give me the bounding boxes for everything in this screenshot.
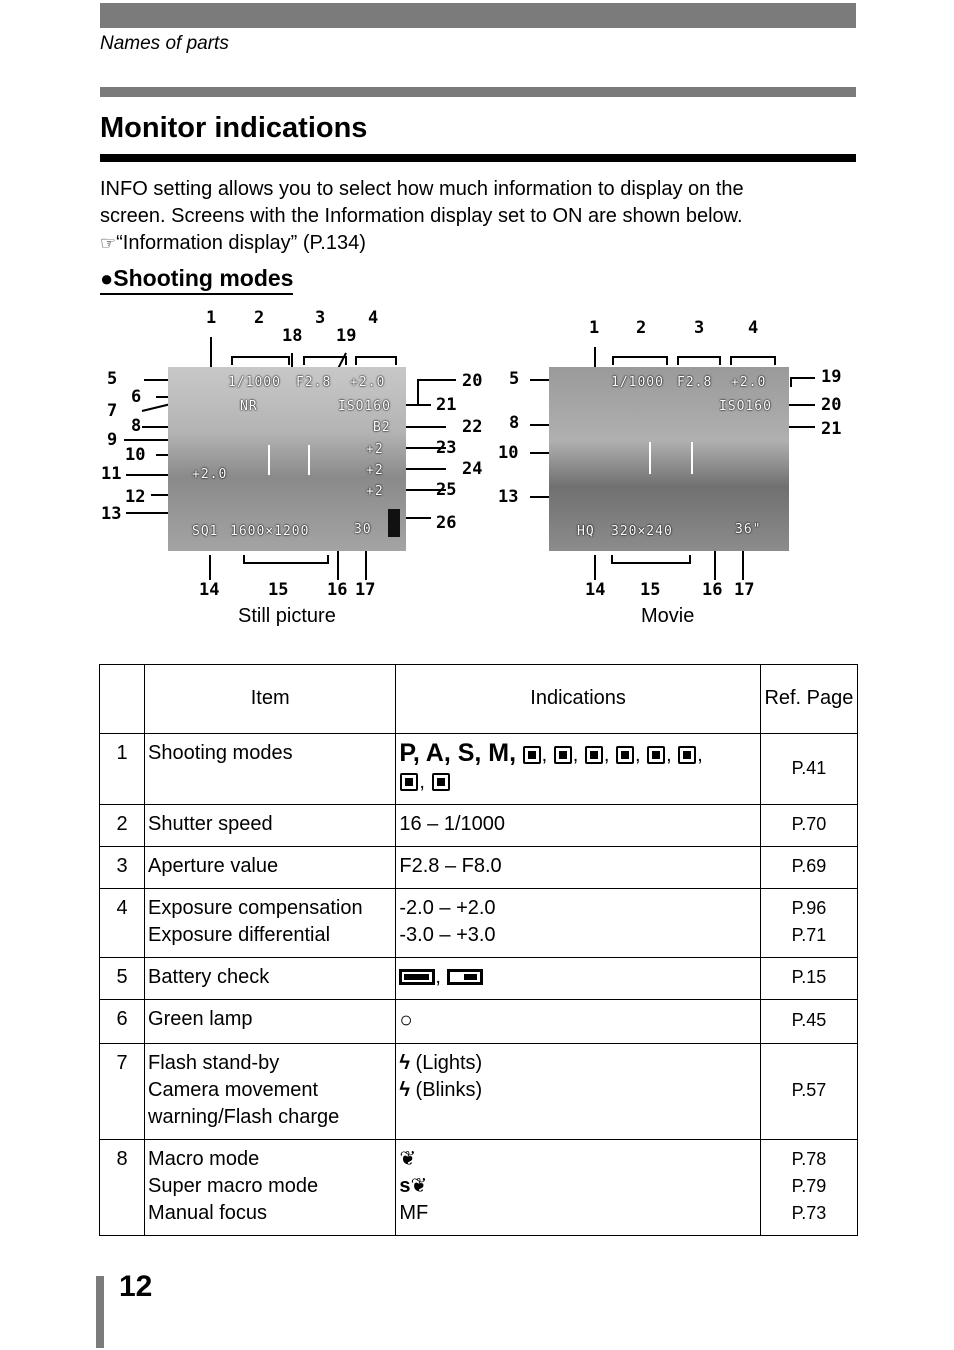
row-number: 1 — [100, 734, 145, 805]
landscape-portrait-mode-icon — [647, 746, 665, 764]
callout-10: 10 — [125, 445, 146, 465]
row-indications — [396, 1140, 760, 1236]
row-number: 2 — [100, 805, 145, 847]
movie-af-target — [649, 442, 693, 474]
movie-callout-20: 20 — [821, 395, 842, 415]
row-ref: P.45 — [760, 1000, 857, 1044]
movie-callout-15: 15 — [640, 580, 661, 600]
callout-25: 25 — [436, 480, 457, 500]
top-bar — [100, 3, 856, 28]
movie-callout-1: 1 — [589, 318, 600, 338]
table-row — [100, 1140, 858, 1236]
subheading — [100, 265, 293, 295]
table-row — [100, 1000, 858, 1044]
callout-22: 22 — [462, 417, 483, 437]
callout-1: 1 — [206, 308, 217, 328]
row-ind-line: -2.0 – +2.0 — [399, 897, 496, 919]
movie-callout-5: 5 — [509, 369, 520, 389]
movie-callout-8: 8 — [509, 413, 520, 433]
green-lamp-icon: ○ — [399, 1007, 413, 1032]
callout-7: 7 — [107, 401, 118, 421]
row-indications: P, A, S, M, , , , , , , , — [396, 734, 760, 805]
table-row — [100, 734, 858, 805]
osd-shutter: 1/1000 — [228, 375, 281, 390]
osd-size: 1600×1200 — [230, 524, 310, 539]
table-row — [100, 847, 858, 889]
still-picture-diagram — [96, 305, 496, 640]
osd-iso: ISO160 — [338, 399, 391, 414]
table-header-row — [100, 665, 858, 734]
callout-14: 14 — [199, 580, 220, 600]
row-ref: P.57 — [760, 1044, 857, 1140]
mode-letters: P, A, S, M, — [399, 739, 517, 767]
callout-21: 21 — [436, 395, 457, 415]
row-item: Battery check — [145, 958, 396, 1000]
movie-mode-icon — [523, 746, 541, 764]
my-mode-icon — [432, 773, 450, 791]
row-ref — [760, 1140, 857, 1236]
row-number: 5 — [100, 958, 145, 1000]
movie-callout-4: 4 — [748, 318, 759, 338]
black-rule — [100, 154, 856, 162]
row-ref-line: P.71 — [791, 925, 827, 945]
movie-callout-14: 14 — [585, 580, 606, 600]
osd-movie-shutter: 1/1000 — [611, 375, 664, 390]
callout-11: 11 — [101, 464, 122, 484]
memory-gauge — [388, 509, 400, 537]
page-number: 12 — [119, 1270, 153, 1303]
callout-23: 23 — [436, 438, 457, 458]
row-indications — [396, 1000, 760, 1044]
battery-full-icon — [399, 969, 435, 985]
macro-icon: ❦ — [399, 1148, 417, 1170]
osd-wb: B2 — [373, 420, 391, 435]
row-indications — [396, 1044, 760, 1140]
row-ref: P.70 — [760, 805, 857, 847]
row-item-line: Exposure compensation — [148, 897, 363, 919]
callout-6: 6 — [131, 387, 142, 407]
row-indications — [396, 889, 760, 958]
row-number: 4 — [100, 889, 145, 958]
callout-5: 5 — [107, 369, 118, 389]
scene-mode-icon — [400, 773, 418, 791]
movie-callout-17: 17 — [734, 580, 755, 600]
page-number-bar — [96, 1276, 104, 1348]
indications-table — [99, 664, 858, 1236]
callout-9: 9 — [107, 430, 118, 450]
callout-13: 13 — [101, 504, 122, 524]
super-macro-icon: s❦ — [399, 1175, 428, 1197]
row-item-line: Flash stand-by — [148, 1052, 280, 1074]
row-item: Green lamp — [145, 1000, 396, 1044]
osd-exposure: +2.0 — [350, 375, 386, 390]
intro-line-1: INFO setting allows you to select how much information to display on the — [100, 178, 744, 200]
row-number: 7 — [100, 1044, 145, 1140]
row-ref-line: P.96 — [791, 898, 827, 918]
flash-icon: ϟ — [399, 1079, 410, 1101]
intro-ref — [100, 230, 860, 257]
osd-frames: 30 — [354, 522, 372, 537]
movie-screen — [549, 367, 789, 551]
callout-15: 15 — [268, 580, 289, 600]
row-ind-line: (Lights) — [415, 1052, 483, 1074]
movie-callout-13: 13 — [498, 487, 519, 507]
subheading-text: Shooting modes — [113, 265, 294, 291]
row-ind-line: -3.0 – +3.0 — [399, 924, 496, 946]
row-item-line: warning/Flash charge — [148, 1106, 340, 1128]
row-indications: 16 – 1/1000 — [396, 805, 760, 847]
row-ref-line: P.73 — [791, 1203, 827, 1223]
row-ref — [760, 889, 857, 958]
row-item-line: Exposure differential — [148, 924, 331, 946]
osd-movie-exposure: +2.0 — [731, 375, 767, 390]
osd-nr: NR — [240, 399, 258, 414]
row-ind-line: MF — [399, 1202, 429, 1224]
still-screen — [168, 367, 406, 551]
flash-icon: ϟ — [399, 1052, 410, 1074]
row-indications: F2.8 – F8.0 — [396, 847, 760, 889]
still-caption: Still picture — [238, 605, 336, 627]
osd-flash-comp: +2.0 — [192, 467, 228, 482]
battery-low-icon — [447, 969, 483, 985]
callout-3: 3 — [315, 308, 326, 328]
movie-caption: Movie — [641, 605, 695, 627]
portrait-mode-icon — [554, 746, 572, 764]
callout-26: 26 — [436, 513, 457, 533]
row-item — [145, 1044, 396, 1140]
header-indications: Indications — [396, 665, 760, 734]
movie-callout-10: 10 — [498, 443, 519, 463]
row-item-line: Macro mode — [148, 1148, 260, 1170]
night-mode-icon — [585, 746, 603, 764]
row-number: 6 — [100, 1000, 145, 1044]
row-ref: P.15 — [760, 958, 857, 1000]
osd-contrast: +2 — [366, 463, 384, 478]
callout-24: 24 — [462, 459, 483, 479]
row-indications: , — [396, 958, 760, 1000]
row-item: Shooting modes — [145, 734, 396, 805]
row-number: 3 — [100, 847, 145, 889]
callout-8: 8 — [131, 416, 142, 436]
movie-callout-21: 21 — [821, 419, 842, 439]
table-row — [100, 1044, 858, 1140]
intro-text — [100, 176, 860, 257]
header-blank — [100, 665, 145, 734]
row-item: Shutter speed — [145, 805, 396, 847]
osd-movie-size: 320×240 — [611, 524, 673, 539]
callout-16: 16 — [327, 580, 348, 600]
table-row — [100, 889, 858, 958]
table-row — [100, 805, 858, 847]
osd-quality: SQ1 — [192, 524, 219, 539]
callout-18: 18 — [282, 326, 303, 346]
page-title: Monitor indications — [100, 112, 368, 144]
intro-line-2: screen. Screens with the Information display set to ON are shown below. — [100, 205, 743, 227]
osd-movie-quality: HQ — [577, 524, 595, 539]
row-item-line: Manual focus — [148, 1202, 268, 1224]
osd-movie-iso: ISO160 — [719, 399, 772, 414]
intro-ref-text: “Information display” (P.134) — [116, 232, 366, 254]
row-ref-line: P.79 — [791, 1176, 827, 1196]
movie-callout-19: 19 — [821, 367, 842, 387]
callout-17: 17 — [355, 580, 376, 600]
movie-callout-2: 2 — [636, 318, 647, 338]
callout-12: 12 — [125, 487, 146, 507]
landscape-mode-icon — [616, 746, 634, 764]
grey-rule — [100, 87, 856, 97]
af-target — [268, 445, 310, 475]
reference-hand-icon: ☞ — [100, 233, 117, 253]
header-item: Item — [145, 665, 396, 734]
row-ref-line: P.78 — [791, 1149, 827, 1169]
osd-saturation: +2 — [366, 484, 384, 499]
movie-callout-16: 16 — [702, 580, 723, 600]
callout-4: 4 — [368, 308, 379, 328]
row-ref: P.69 — [760, 847, 857, 889]
row-item — [145, 1140, 396, 1236]
row-item: Aperture value — [145, 847, 396, 889]
row-item-line: Camera movement — [148, 1079, 319, 1101]
movie-callout-3: 3 — [694, 318, 705, 338]
row-ind-line: (Blinks) — [415, 1079, 483, 1101]
section-header: Names of parts — [100, 33, 229, 54]
row-number: 8 — [100, 1140, 145, 1236]
osd-aperture: F2.8 — [296, 375, 332, 390]
header-ref: Ref. Page — [760, 665, 857, 734]
movie-diagram — [495, 305, 855, 640]
osd-movie-aperture: F2.8 — [677, 375, 713, 390]
callout-19: 19 — [336, 326, 357, 346]
table-row — [100, 958, 858, 1000]
row-item-line: Super macro mode — [148, 1175, 319, 1197]
callout-20: 20 — [462, 371, 483, 391]
bullet-icon: ● — [100, 266, 114, 291]
sports-mode-icon — [678, 746, 696, 764]
row-item — [145, 889, 396, 958]
callout-2: 2 — [254, 308, 265, 328]
osd-movie-time: 36" — [735, 522, 762, 537]
row-ref: P.41 — [760, 734, 857, 805]
osd-sharpness: +2 — [366, 442, 384, 457]
